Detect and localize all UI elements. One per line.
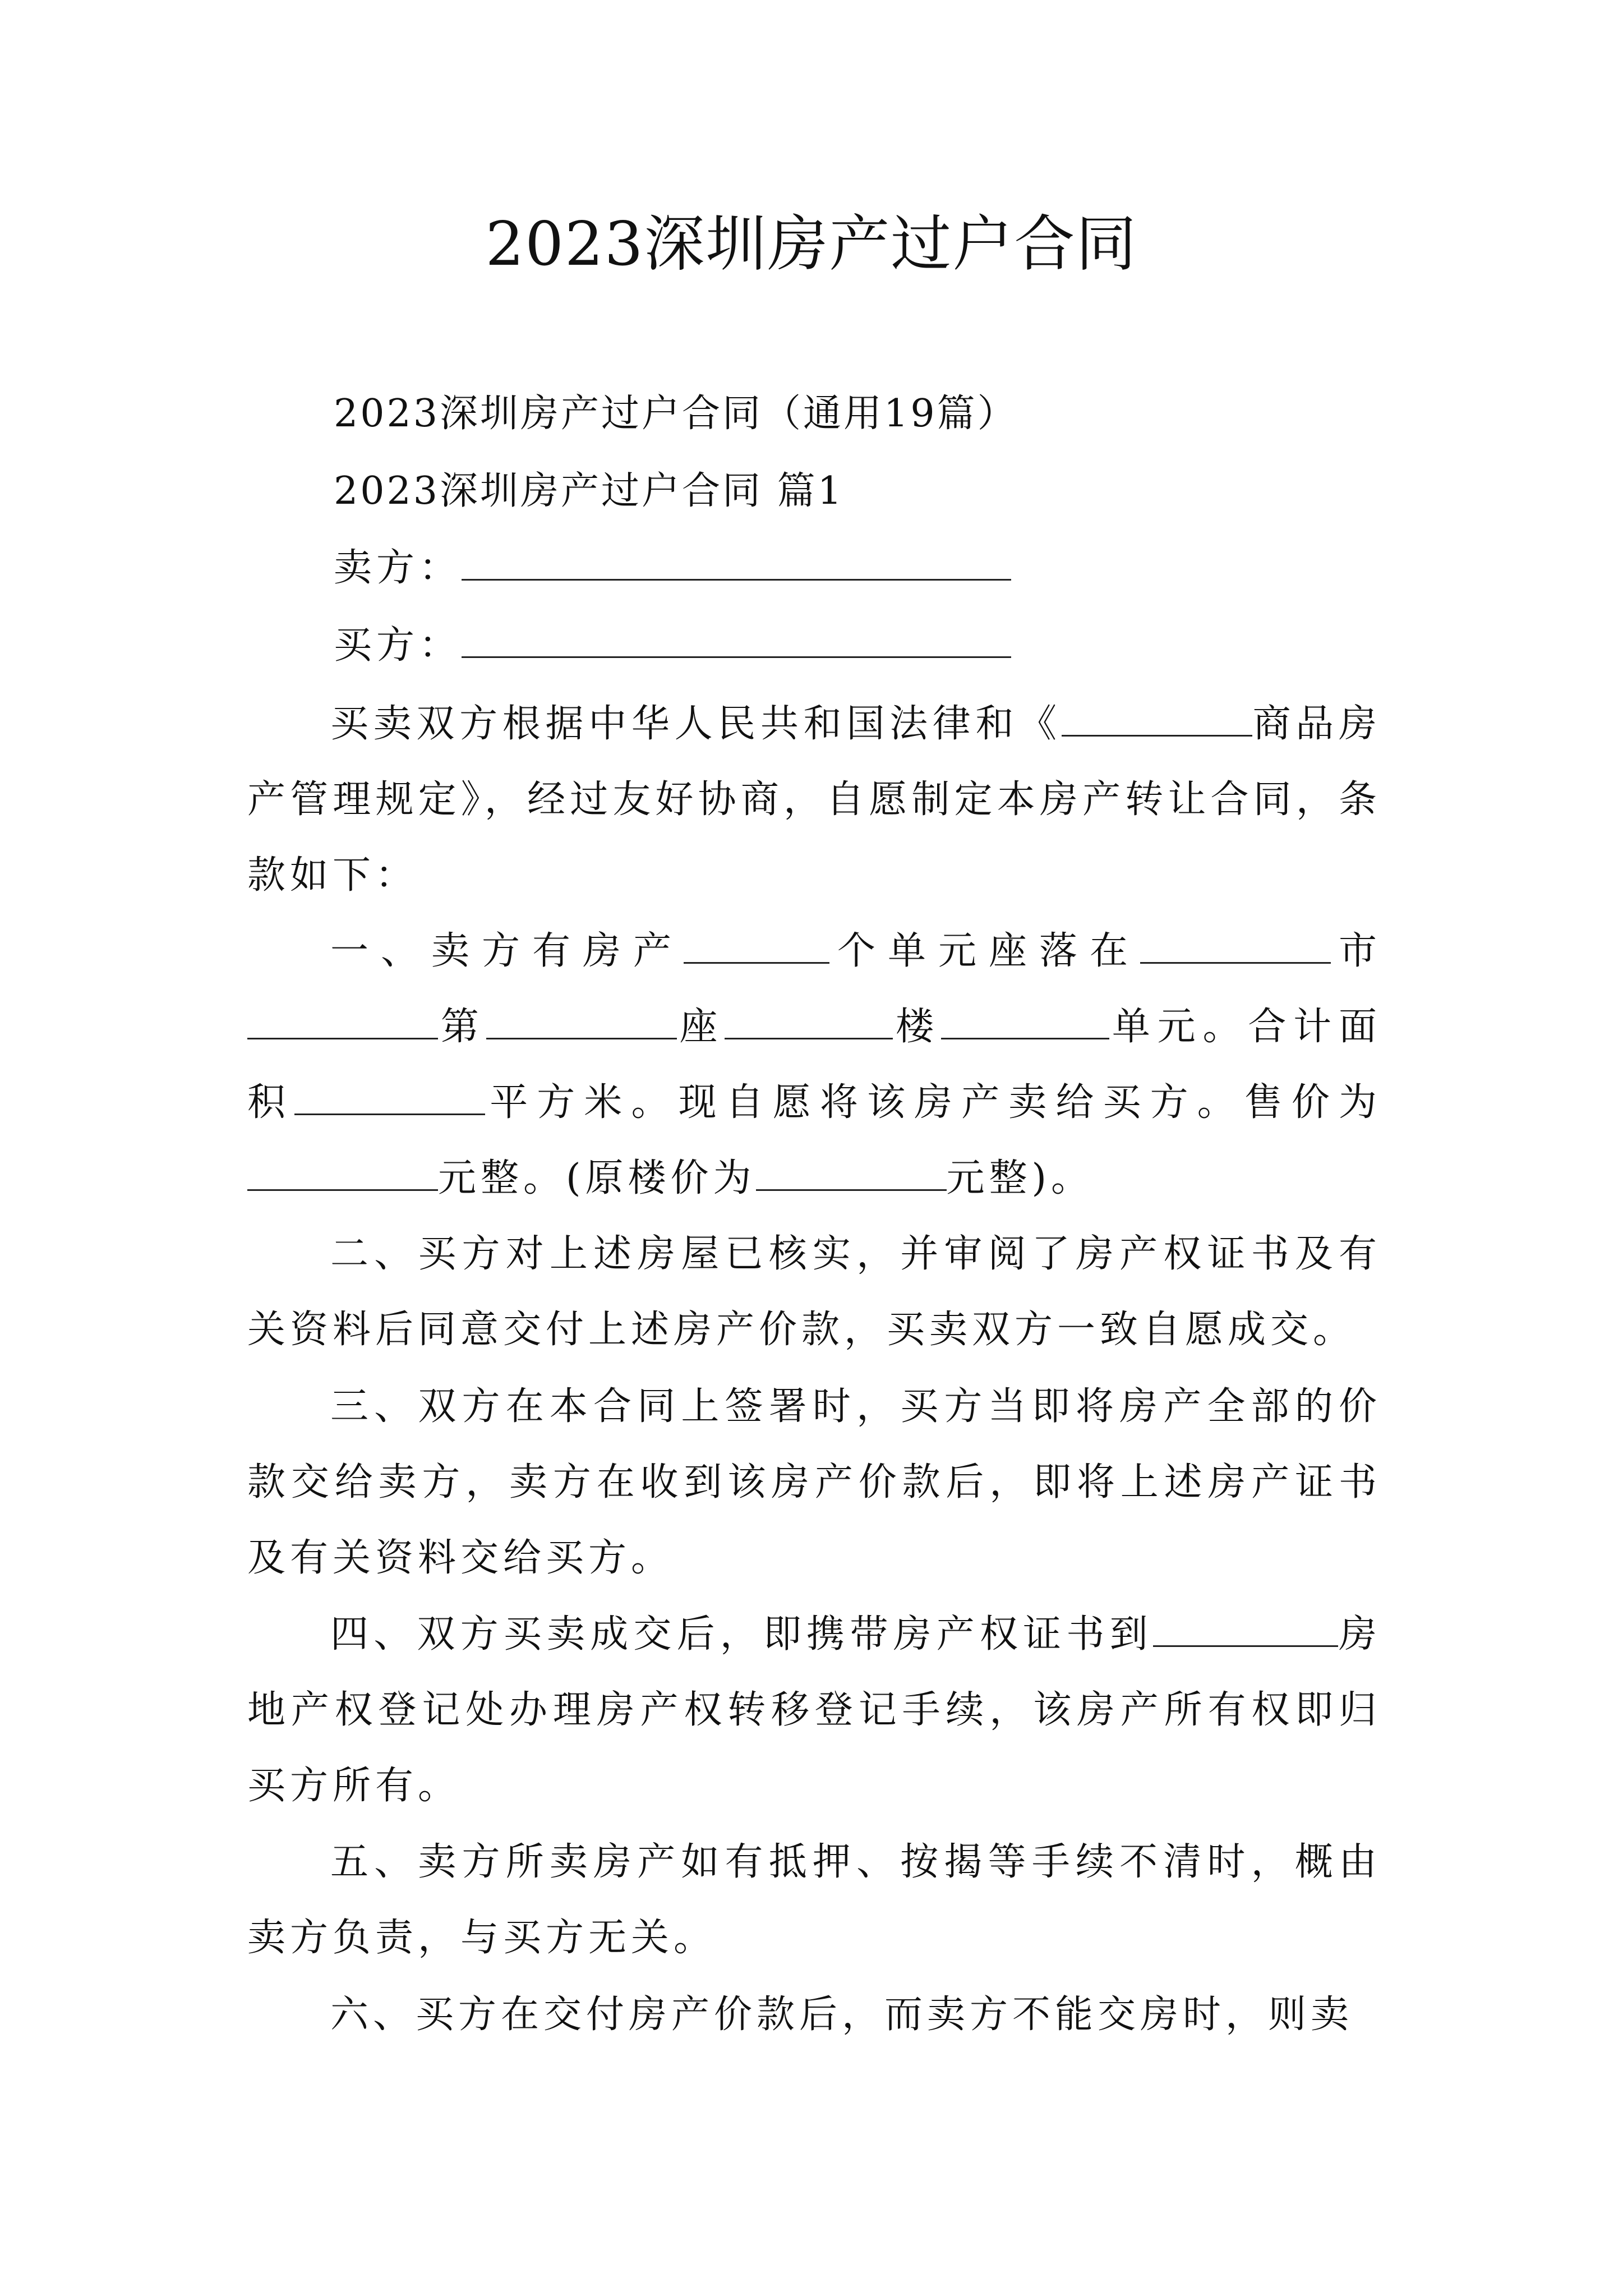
blank (486, 1004, 677, 1039)
clause-2: 二、买方对上述房屋已核实，并审阅了房产权证书及有关资料后同意交付上述房产价款，买卖双方一致自愿成交。 (247, 1232, 1381, 1352)
buyer-label: 买方： (334, 623, 462, 668)
clause-1-text: 楼 (893, 1005, 942, 1049)
document-title: 2023深圳房产过户合同 (485, 209, 1138, 279)
buyer-blank (462, 617, 1011, 658)
clause-1-text: 市 (1330, 929, 1381, 973)
blank (1140, 928, 1331, 964)
seller-label: 卖方： (334, 546, 462, 590)
clause-1-text: 单元。合计面积 (247, 1005, 1381, 1125)
blank (294, 1080, 485, 1115)
intro-text-b: 商品房产管理规定》，经过友好协商，自愿制定本房产转让合同，条款如下： (247, 702, 1381, 898)
clause-1-text: 平方米。现自愿将该房产卖给买方。售价为 (485, 1080, 1381, 1125)
clause-5: 五、卖方所卖房产如有抵押、按揭等手续不清时，概由卖方负责，与买方无关。 (247, 1840, 1381, 1960)
clause-1-text: 座 (676, 1005, 725, 1049)
blank (247, 1004, 438, 1039)
section-heading: 2023深圳房产过户合同 篇1 (334, 469, 844, 513)
clause-4-text: 四、双方买卖成交后，即携带房产权证书到 (330, 1612, 1153, 1657)
clause-6: 六、买方在交付房产价款后，而卖方不能交房时，则卖 (330, 1993, 1354, 2037)
document-subtitle: 2023深圳房产过户合同（通用19篇） (334, 392, 1018, 436)
clause-1-text: 元整)。 (946, 1156, 1094, 1200)
seller-line (334, 540, 1011, 596)
blank (756, 1156, 947, 1191)
clause-1-text: 一、卖方有房产 (330, 929, 684, 973)
clause-1-text: 元整。(原楼价为 (438, 1156, 756, 1200)
blank (247, 1156, 438, 1191)
clause-1-text: 第 (438, 1005, 486, 1049)
intro-text-a: 买卖双方根据中华人民共和国法律和《 (330, 702, 1062, 746)
clause-4-text: 房地产权登记处办理房产权转移登记手续，该房产所有权即归买方所有。 (247, 1612, 1381, 1808)
blank (1153, 1612, 1338, 1647)
seller-blank (462, 540, 1011, 581)
buyer-line (334, 617, 1011, 674)
clause-4 (247, 1596, 1381, 1824)
blank (725, 1004, 893, 1039)
clause-3: 三、双方在本合同上签署时，买方当即将房产全部的价款交给卖方，卖方在收到该房产价款后，即将上述房产证书及有关资料交给买方。 (247, 1384, 1381, 1580)
intro-paragraph (247, 686, 1381, 913)
clause-1 (247, 913, 1381, 1216)
clause-1-text: 个单元座落在 (829, 929, 1140, 973)
blank (941, 1004, 1109, 1039)
blank (1062, 701, 1252, 737)
blank (684, 928, 829, 964)
